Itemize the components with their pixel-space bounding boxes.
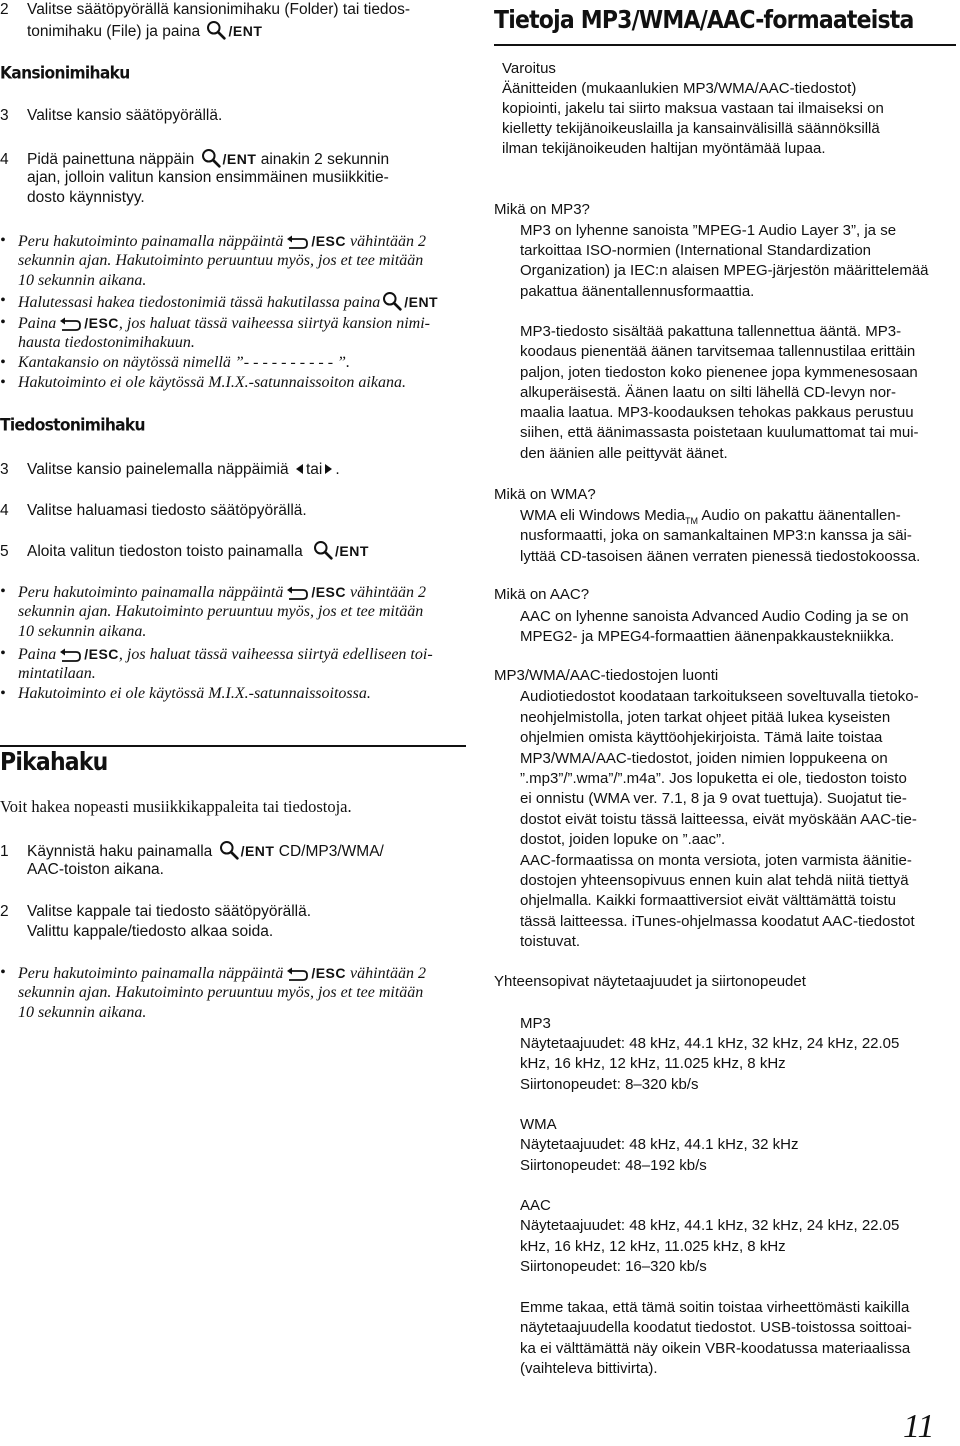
left-triangle-icon: [296, 464, 303, 474]
mp3-text-line: pakattua äänentallennusformaattia.: [520, 283, 755, 300]
final-text-line: ka ei välttämättä näy oikein VBR-koodatussa materiaalissa: [520, 1340, 911, 1357]
warning-heading: Varoitus: [502, 60, 556, 77]
mp3-text-line: paljon, joten tiedoston koko pienenee jopa kymmenesosaan: [520, 364, 918, 381]
aac-text-line: AAC on lyhenne sanoista Advanced Audio Coding ja se on: [520, 608, 909, 625]
mp3-text-line: Organization) ja IEC:n alaisen MPEG-järjestön määrittelemää: [520, 262, 929, 279]
spec-aac-label: AAC: [520, 1197, 551, 1214]
spec-line: Siirtonopeudet: 48–192 kb/s: [520, 1157, 707, 1174]
create-text-line: dostojen yhteensopivuus ennen kuin alat tehdä niitä tiettyä: [520, 872, 909, 889]
folder-bullet-1-line2: sekunnin ajan. Hakutoiminto peruuntuu myös, jos et tee mitään: [18, 252, 424, 269]
create-text-line: AAC-formaatissa on monta versiota, joten varmista äänitie-: [520, 852, 912, 869]
warning-line: Äänitteiden (mukaanlukien MP3/WMA/AAC-tiedostot): [502, 80, 857, 97]
create-text-line: toistuvat.: [520, 933, 581, 950]
pikahaku-rule: [0, 745, 466, 747]
pikahaku-intro: Voit hakea nopeasti musiikkikappaleita tai tiedostoja.: [0, 797, 352, 816]
file-step-5: 5 Aloita valitun tiedoston toisto painamalla /ENT: [0, 540, 369, 563]
final-text-line: (vaihteleva bittivirta).: [520, 1360, 658, 1377]
warning-line: kopiointi, jakelu tai siirto maksua vastaan tai ilmaiseksi on: [502, 100, 884, 117]
return-arrow-icon: [58, 647, 82, 663]
wma-question: Mikä on WMA?: [494, 486, 596, 503]
quick-step-2: 2 Valitse kappale tai tiedosto säätöpyörällä.: [0, 903, 312, 920]
file-bullet-1-line2: sekunnin ajan. Hakutoiminto peruuntuu myös, jos et tee mitään: [18, 603, 424, 620]
final-text-line: Emme takaa, että tämä soitin toistaa virheettömästi kaikilla: [520, 1299, 910, 1316]
step-2: 2 Valitse säätöpyörällä kansionimihaku (Folder) tai tiedos-: [0, 1, 411, 18]
magnifier-icon: [201, 148, 221, 168]
create-text-line: Audiotiedostot koodataan tarkoitukseen soveltuvalla tietoko-: [520, 688, 919, 705]
right-triangle-icon: [325, 464, 332, 474]
quick-step-2-line2: Valittu kappale/tiedosto alkaa soida.: [27, 923, 274, 940]
magnifier-icon: [382, 291, 402, 311]
folder-bullet-3-line2: hausta tiedostonimihakuun.: [18, 334, 195, 351]
spec-line: Näytetaajuudet: 48 kHz, 44.1 kHz, 32 kHz: [520, 1136, 799, 1153]
spec-line: kHz, 16 kHz, 12 kHz, 11.025 kHz, 8 kHz: [520, 1238, 786, 1255]
file-bullet-2-line2: mintatilaan.: [18, 665, 96, 682]
create-text-line: ohjelmien omista käyttöohjekirjoista. Tämä laite toistaa: [520, 729, 883, 746]
mp3-text-line: MP3-tiedosto sisältää pakattuna tallennettua ääntä. MP3-: [520, 323, 902, 340]
file-step-3: 3 Valitse kansio painelemalla näppäimiä tai .: [0, 461, 340, 478]
mp3-text-line: den äänien alle peittyvät äänet.: [520, 445, 728, 462]
return-arrow-icon: [58, 316, 82, 332]
mp3-text-line: tarkoittaa ISO-normien (International Standardization: [520, 242, 872, 259]
return-arrow-icon: [285, 966, 309, 982]
file-step-4: 4 Valitse haluamasi tiedosto säätöpyörällä.: [0, 502, 307, 519]
folder-step-4: 4 Pidä painettuna näppäin /ENT ainakin 2 sekunnin: [0, 148, 389, 171]
create-text-line: dostot eivät toistu tässä laitteessa, eivät myöskään AAC-tie-: [520, 811, 917, 828]
wma-text-line: WMA eli Windows Media$_{TM}$ Audio on pakattu äänentallen-: [520, 507, 901, 526]
return-arrow-icon: [285, 585, 309, 601]
wma-text-line: lyttää CD-tasoisen äänen verraten pienessä tiedostokoossa.: [520, 548, 921, 565]
mp3-text-line: maalia laatua. MP3-koodauksen tehokas pakkaus perustuu: [520, 404, 914, 421]
create-text-line: MP3/WMA/AAC-tiedostot, joiden nimien loppukeena on: [520, 750, 888, 767]
folder-search-heading: Kansionimihaku: [0, 63, 130, 83]
final-text-line: näytetaajuudella koodatut tiedostot. USB-toistossa soittoai-: [520, 1319, 912, 1336]
folder-step-3: 3 Valitse kansio säätöpyörällä.: [0, 107, 223, 124]
folder-step-4-line3: dosto käynnistyy.: [27, 189, 145, 206]
compat-heading: Yhteensopivat näytetaajuudet ja siirtonopeudet: [494, 973, 806, 990]
return-arrow-icon: [285, 234, 309, 250]
mp3-text-line: MP3 on lyhenne sanoista ”MPEG-1 Audio Layer 3”, ja se: [520, 222, 897, 239]
formats-rule: [494, 44, 956, 46]
magnifier-icon: [219, 840, 239, 860]
page-number: 11: [903, 1408, 935, 1445]
create-heading: MP3/WMA/AAC-tiedostojen luonti: [494, 667, 719, 684]
create-text-line: neohjelmistolla, joten tarkat ohjeet pitää lukea kyseisten: [520, 709, 891, 726]
folder-bullet-1-line3: 10 sekunnin aikana.: [18, 272, 147, 289]
file-search-heading: Tiedostonimihaku: [0, 415, 145, 435]
quick-step-1: 1 Käynnistä haku painamalla /ENT CD/MP3/WMA/: [0, 840, 384, 863]
pikahaku-title: Pikahaku: [0, 748, 108, 777]
spec-line: Näytetaajuudet: 48 kHz, 44.1 kHz, 32 kHz, 24 kHz, 22.05: [520, 1217, 900, 1234]
spec-wma-label: WMA: [520, 1116, 557, 1133]
folder-step-4-line2: ajan, jolloin valitun kansion ensimmäinen musiikkitie-: [27, 169, 389, 186]
create-text-line: ohjelmalla. Kaikki formaattiversiot eivät välttämättä toistu: [520, 892, 896, 909]
mp3-text-line: koodaus pienentää äänen tarvitsemaa tallennustilaa erittäin: [520, 343, 916, 360]
create-text-line: tässä laitteessa. iTunes-ohjelmassa koodatut AAC-tiedostot: [520, 913, 915, 930]
step-2-line2: tonimihaku (File) ja paina /ENT: [27, 20, 262, 43]
create-text-line: ei onnistu (WMA ver. 7.1, 8 ja 9 ovat tuettuja). Suojatut tie-: [520, 790, 907, 807]
quick-step-1-line2: AAC-toiston aikana.: [27, 861, 164, 878]
spec-line: Siirtonopeudet: 16–320 kb/s: [520, 1258, 707, 1275]
mp3-text-line: alkuperäisestä. Äänen laatu on silti lähellä CD-levyn nor-: [520, 384, 897, 401]
spec-line: kHz, 16 kHz, 12 kHz, 11.025 kHz, 8 kHz: [520, 1055, 786, 1072]
magnifier-icon: [206, 20, 226, 40]
spec-mp3-label: MP3: [520, 1015, 551, 1032]
quick-bullet-1-line3: 10 sekunnin aikana.: [18, 1004, 147, 1021]
magnifier-icon: [313, 540, 333, 560]
mp3-text-line: siihen, että äänimassasta poistetaan kuulumattomat tai mui-: [520, 424, 919, 441]
spec-line: Siirtonopeudet: 8–320 kb/s: [520, 1076, 699, 1093]
spec-line: Näytetaajuudet: 48 kHz, 44.1 kHz, 32 kHz, 24 kHz, 22.05: [520, 1035, 900, 1052]
file-bullet-1-line3: 10 sekunnin aikana.: [18, 623, 147, 640]
mp3-question: Mikä on MP3?: [494, 201, 590, 218]
formats-title: Tietoja MP3/WMA/AAC-formaateista: [494, 6, 914, 35]
create-text-line: ”.mp3”/”.wma”/”.m4a”. Jos lopuketta ei ole, tiedoston toisto: [520, 770, 907, 787]
aac-text-line: MPEG2- ja MPEG4-formaattien äänenpakkaustekniikka.: [520, 628, 895, 645]
wma-text-line: nusformaatti, joka on samankaltainen MP3:n kanssa ja säi-: [520, 527, 912, 544]
create-text-line: dostot, joiden lopuke on ”.aac”.: [520, 831, 726, 848]
aac-question: Mikä on AAC?: [494, 586, 590, 603]
warning-line: kielletty tekijänoikeuslailla ja kansainvälisillä säännöksillä: [502, 120, 880, 137]
warning-line: ilman tekijänoikeuden haltijan myöntämää lupaa.: [502, 140, 826, 157]
quick-bullet-1-line2: sekunnin ajan. Hakutoiminto peruuntuu myös, jos et tee mitään: [18, 984, 424, 1001]
